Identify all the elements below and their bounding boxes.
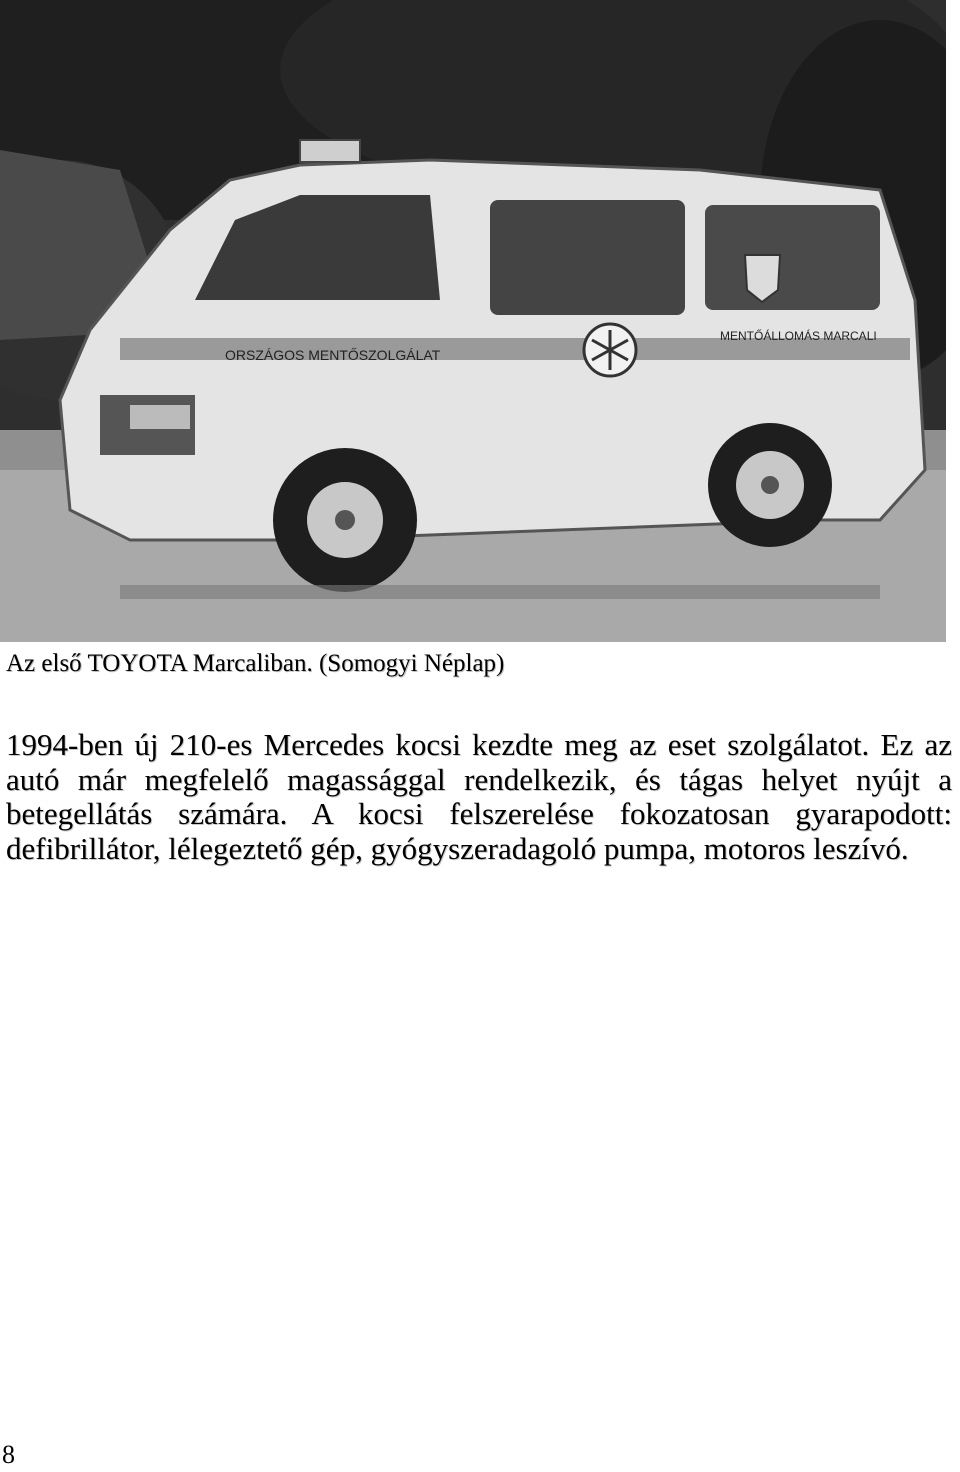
svg-text:ORSZÁGOS MENTŐSZOLGÁLAT: ORSZÁGOS MENTŐSZOLGÁLAT [225,347,441,363]
svg-text:MENTŐÁLLOMÁS MARCALI: MENTŐÁLLOMÁS MARCALI [720,329,877,343]
photo-caption: Az első TOYOTA Marcaliban. (Somogyi Néplap) [6,650,505,677]
ambulance-photo [0,0,946,642]
body-paragraph: 1994-ben új 210-es Mercedes kocsi kezdte meg az eset szolgálatot. Ez az autó már megfelelő magassággal rendelkezik, és tágas helyet nyújt a betegellátás számára. A kocsi felszerelése fokozatosan gyarapodott: defibrillátor, lélegeztető gép, gyógyszeradagoló pumpa, motoros leszívó. [6,727,952,866]
page-number: 8 [2,1440,15,1469]
